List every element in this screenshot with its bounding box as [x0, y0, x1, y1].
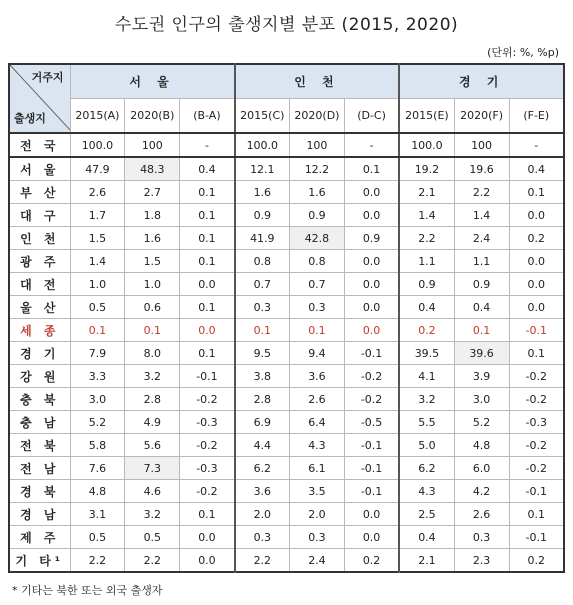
table-cell: 5.6	[125, 434, 180, 457]
table-cell: 6.4	[290, 411, 345, 434]
table-cell: 2.2	[399, 227, 454, 250]
table-cell: 0.1	[235, 319, 290, 342]
row-label: 경 기	[9, 342, 70, 365]
column-header: 2020(F)	[454, 99, 509, 134]
table-cell: 0.1	[180, 503, 235, 526]
row-label: 제 주	[9, 526, 70, 549]
table-cell: 0.5	[70, 526, 125, 549]
table-cell: 0.1	[180, 342, 235, 365]
table-cell: -0.2	[509, 457, 564, 480]
column-header: 2015(E)	[399, 99, 454, 134]
table-cell: 1.0	[125, 273, 180, 296]
group-header-seoul: 서 울	[70, 64, 235, 99]
table-cell: 100.0	[399, 133, 454, 157]
table-cell: 0.0	[509, 204, 564, 227]
table-cell: 2.6	[454, 503, 509, 526]
table-cell: 2.6	[70, 181, 125, 204]
table-cell: 8.0	[125, 342, 180, 365]
table-cell: -0.2	[344, 388, 399, 411]
table-cell: 3.8	[235, 365, 290, 388]
table-cell: 0.0	[344, 319, 399, 342]
row-label: 울 산	[9, 296, 70, 319]
table-cell: 2.1	[399, 549, 454, 573]
row-label: 대 구	[9, 204, 70, 227]
table-cell: 39.5	[399, 342, 454, 365]
table-cell: 0.9	[344, 227, 399, 250]
row-label: 경 남	[9, 503, 70, 526]
table-cell: 4.1	[399, 365, 454, 388]
table-cell: -	[180, 133, 235, 157]
table-cell: -	[509, 133, 564, 157]
table-row	[9, 181, 564, 204]
table-cell: 0.1	[70, 319, 125, 342]
table-cell: 0.1	[509, 181, 564, 204]
table-cell: 9.4	[290, 342, 345, 365]
table-cell: 0.7	[235, 273, 290, 296]
table-cell: 6.1	[290, 457, 345, 480]
table-cell: -0.1	[509, 319, 564, 342]
row-label: 대 전	[9, 273, 70, 296]
table-cell: 100	[125, 133, 180, 157]
table-cell: 0.9	[399, 273, 454, 296]
table-cell: 2.0	[290, 503, 345, 526]
table-cell: 2.8	[235, 388, 290, 411]
table-cell: 0.0	[344, 250, 399, 273]
table-cell: 0.0	[344, 273, 399, 296]
row-label: 충 남	[9, 411, 70, 434]
table-cell: -0.2	[180, 480, 235, 503]
table-cell: 0.3	[235, 296, 290, 319]
table-cell: 5.2	[70, 411, 125, 434]
table-cell: 48.3	[125, 157, 180, 181]
table-cell: 0.0	[344, 503, 399, 526]
table-cell: 2.6	[290, 388, 345, 411]
table-cell: 4.4	[235, 434, 290, 457]
group-header-gyeonggi: 경 기	[399, 64, 564, 99]
row-label: 인 천	[9, 227, 70, 250]
table-cell: 0.4	[454, 296, 509, 319]
table-cell: 100	[290, 133, 345, 157]
table-cell: 0.1	[509, 342, 564, 365]
table-cell: 3.1	[70, 503, 125, 526]
column-header: 2020(B)	[125, 99, 180, 134]
table-cell: 0.8	[290, 250, 345, 273]
table-cell: 1.7	[70, 204, 125, 227]
table-cell: 4.8	[454, 434, 509, 457]
table-cell: 1.1	[454, 250, 509, 273]
table-cell: 0.1	[180, 181, 235, 204]
table-cell: 41.9	[235, 227, 290, 250]
table-cell: 0.1	[125, 319, 180, 342]
table-cell: 1.8	[125, 204, 180, 227]
table-cell: 5.5	[399, 411, 454, 434]
table-cell: 0.0	[344, 204, 399, 227]
table-cell: 0.1	[454, 319, 509, 342]
table-cell: -0.1	[509, 526, 564, 549]
table-row	[9, 457, 564, 480]
table-row	[9, 157, 564, 181]
table-cell: 3.2	[125, 503, 180, 526]
table-row	[9, 227, 564, 250]
table-cell: 2.7	[125, 181, 180, 204]
table-cell: -0.3	[509, 411, 564, 434]
table-cell: -0.3	[180, 457, 235, 480]
table-row	[9, 526, 564, 549]
table-cell: 42.8	[290, 227, 345, 250]
table-cell: 0.9	[235, 204, 290, 227]
table-row	[9, 133, 564, 157]
table-cell: 0.0	[180, 549, 235, 573]
table-cell: 2.2	[235, 549, 290, 573]
table-row	[9, 319, 564, 342]
table-row	[9, 250, 564, 273]
row-label: 전 남	[9, 457, 70, 480]
table-cell: 19.2	[399, 157, 454, 181]
table-cell: 19.6	[454, 157, 509, 181]
table-cell: 7.6	[70, 457, 125, 480]
table-cell: 0.0	[509, 273, 564, 296]
table-cell: -0.2	[180, 434, 235, 457]
table-title: 수도권 인구의 출생지별 분포 (2015, 2020)	[114, 15, 459, 35]
table-cell: 9.5	[235, 342, 290, 365]
table-cell: 0.8	[235, 250, 290, 273]
table-cell: -0.2	[180, 388, 235, 411]
distribution-table	[8, 63, 565, 573]
table-row	[9, 503, 564, 526]
table-cell: -0.1	[180, 365, 235, 388]
table-cell: 3.2	[125, 365, 180, 388]
table-cell: 0.4	[509, 157, 564, 181]
table-cell: 2.5	[399, 503, 454, 526]
table-cell: 3.9	[454, 365, 509, 388]
table-cell: 1.6	[125, 227, 180, 250]
table-row	[9, 204, 564, 227]
table-cell: 2.4	[454, 227, 509, 250]
column-header: 2020(D)	[290, 99, 345, 134]
table-cell: 0.2	[399, 319, 454, 342]
table-cell: 0.0	[509, 296, 564, 319]
table-cell: 3.6	[290, 365, 345, 388]
table-cell: 0.1	[180, 204, 235, 227]
column-header: 2015(A)	[70, 99, 125, 134]
table-cell: -0.1	[344, 434, 399, 457]
group-header-incheon: 인 천	[235, 64, 400, 99]
table-cell: -0.2	[509, 434, 564, 457]
unit-label: (단위: %, %p)	[487, 46, 559, 59]
table-cell: 2.0	[235, 503, 290, 526]
table-cell: 2.3	[454, 549, 509, 573]
table-row	[9, 480, 564, 503]
table-cell: 2.2	[454, 181, 509, 204]
table-cell: 5.2	[454, 411, 509, 434]
table-cell: 47.9	[70, 157, 125, 181]
row-label: 경 북	[9, 480, 70, 503]
table-cell: 0.0	[180, 526, 235, 549]
table-cell: 0.4	[180, 157, 235, 181]
table-cell: 0.2	[509, 227, 564, 250]
table-cell: 7.3	[125, 457, 180, 480]
table-cell: 6.2	[399, 457, 454, 480]
table-cell: 5.0	[399, 434, 454, 457]
table-cell: 1.6	[235, 181, 290, 204]
table-cell: 0.5	[125, 526, 180, 549]
table-body	[9, 133, 564, 572]
table-cell: 0.1	[180, 250, 235, 273]
table-cell: 0.4	[399, 296, 454, 319]
table-cell: 1.4	[399, 204, 454, 227]
table-cell: 0.2	[509, 549, 564, 573]
table-cell: 4.8	[70, 480, 125, 503]
table-cell: 0.0	[344, 181, 399, 204]
table-cell: 1.5	[70, 227, 125, 250]
table-cell: -0.2	[344, 365, 399, 388]
table-cell: -0.2	[509, 388, 564, 411]
table-cell: 3.0	[454, 388, 509, 411]
table-cell: 0.2	[344, 549, 399, 573]
column-header: (B-A)	[180, 99, 235, 134]
table-cell: 12.1	[235, 157, 290, 181]
column-header: (F-E)	[509, 99, 564, 134]
table-row	[9, 549, 564, 573]
table-cell: 100.0	[70, 133, 125, 157]
table-row	[9, 434, 564, 457]
table-cell: 6.0	[454, 457, 509, 480]
table-row	[9, 296, 564, 319]
table-cell: 1.0	[70, 273, 125, 296]
table-cell: 0.1	[180, 296, 235, 319]
row-label: 서 울	[9, 157, 70, 181]
corner-birthplace-label: 출생지	[14, 112, 46, 125]
table-cell: -0.2	[509, 365, 564, 388]
table-cell: 4.3	[290, 434, 345, 457]
table-cell: 3.6	[235, 480, 290, 503]
footnote: * 기타는 북한 또는 외국 출생자	[12, 584, 163, 597]
table-cell: 0.3	[235, 526, 290, 549]
table-cell: -0.1	[344, 457, 399, 480]
table-cell: 1.4	[454, 204, 509, 227]
table-cell: 0.1	[344, 157, 399, 181]
table-cell: 4.6	[125, 480, 180, 503]
table-cell: 3.5	[290, 480, 345, 503]
table-cell: 0.9	[454, 273, 509, 296]
table-cell: 0.5	[70, 296, 125, 319]
table-cell: 1.5	[125, 250, 180, 273]
table-cell: -	[344, 133, 399, 157]
row-label: 세 종	[9, 319, 70, 342]
row-label: 강 원	[9, 365, 70, 388]
table-row	[9, 411, 564, 434]
table-cell: 3.3	[70, 365, 125, 388]
row-label: 광 주	[9, 250, 70, 273]
table-cell: 0.0	[509, 250, 564, 273]
corner-residence-label: 거주지	[31, 71, 64, 84]
table-cell: -0.1	[344, 480, 399, 503]
table-cell: 0.1	[180, 227, 235, 250]
table-cell: 0.7	[290, 273, 345, 296]
table-cell: 0.0	[180, 273, 235, 296]
table-cell: -0.1	[509, 480, 564, 503]
table-cell: 6.2	[235, 457, 290, 480]
table-cell: 4.9	[125, 411, 180, 434]
row-label: 전 북	[9, 434, 70, 457]
table-cell: 100	[454, 133, 509, 157]
table-cell: 2.1	[399, 181, 454, 204]
row-label: 기 타¹	[9, 549, 70, 573]
table-cell: 0.6	[125, 296, 180, 319]
table-cell: 0.1	[509, 503, 564, 526]
table-row	[9, 342, 564, 365]
table-cell: 4.2	[454, 480, 509, 503]
table-cell: 2.4	[290, 549, 345, 573]
column-header: (D-C)	[344, 99, 399, 134]
table-cell: 0.4	[399, 526, 454, 549]
table-cell: 3.2	[399, 388, 454, 411]
row-label: 부 산	[9, 181, 70, 204]
table-cell: 39.6	[454, 342, 509, 365]
table-cell: 0.1	[290, 319, 345, 342]
table-cell: 1.4	[70, 250, 125, 273]
table-cell: 0.0	[344, 526, 399, 549]
table-cell: 5.8	[70, 434, 125, 457]
table-cell: -0.5	[344, 411, 399, 434]
row-label: 충 북	[9, 388, 70, 411]
table-cell: 0.9	[290, 204, 345, 227]
table-cell: 3.0	[70, 388, 125, 411]
row-label: 전 국	[9, 133, 70, 157]
table-cell: 2.2	[70, 549, 125, 573]
table-cell: 6.9	[235, 411, 290, 434]
table-cell: -0.1	[344, 342, 399, 365]
table-cell: 2.2	[125, 549, 180, 573]
table-cell: 0.0	[180, 319, 235, 342]
table-row	[9, 365, 564, 388]
table-row	[9, 273, 564, 296]
table-row	[9, 388, 564, 411]
column-header: 2015(C)	[235, 99, 290, 134]
table-cell: 12.2	[290, 157, 345, 181]
table-cell: 100.0	[235, 133, 290, 157]
table-cell: 1.6	[290, 181, 345, 204]
table-cell: 7.9	[70, 342, 125, 365]
table-cell: 0.3	[454, 526, 509, 549]
table-cell: 4.3	[399, 480, 454, 503]
table-cell: 1.1	[399, 250, 454, 273]
table-corner-header	[9, 64, 70, 133]
table-cell: 2.8	[125, 388, 180, 411]
table-cell: 0.3	[290, 526, 345, 549]
table-cell: -0.3	[180, 411, 235, 434]
table-cell: 0.3	[290, 296, 345, 319]
table-cell: 0.0	[344, 296, 399, 319]
